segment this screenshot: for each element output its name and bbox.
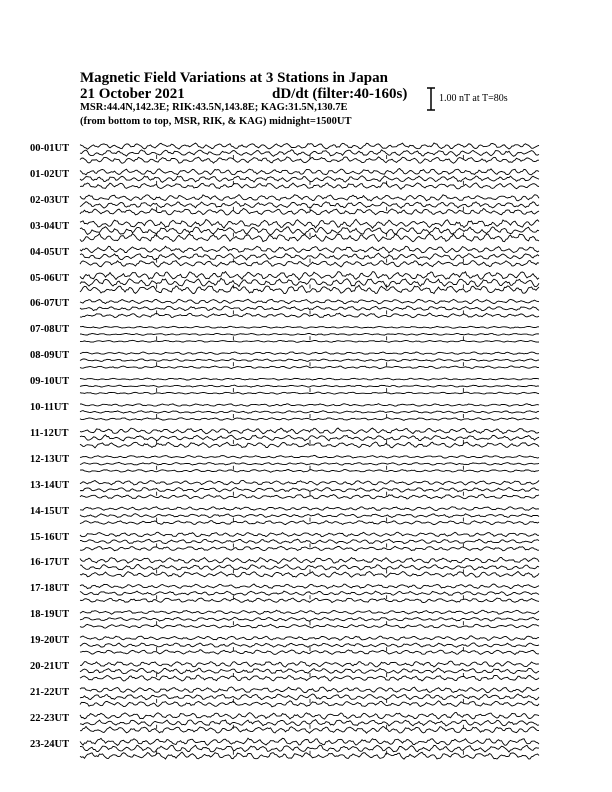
trace-kag [80,143,539,149]
trace-kag [80,455,539,458]
trace-kag [80,428,539,434]
row-label: 01-02UT [30,168,70,180]
row-label: 05-06UT [30,272,70,284]
row-label: 00-01UT [30,143,70,154]
trace-msr [80,624,539,628]
station-order-note: (from bottom to top, MSR, RIK, & KAG) midnight=1500UT [80,116,352,127]
trace-kag [80,480,539,485]
trace-kag [80,738,539,745]
trace-kag [80,661,539,667]
row-label: 19-20UT [30,635,70,647]
trace-rik [80,150,539,157]
trace-kag [80,195,539,201]
row-label: 18-19UT [30,609,70,621]
row-label: 06-07UT [30,298,70,310]
trace-msr [80,752,539,759]
trace-kag [80,636,539,641]
trace-rik [80,720,539,726]
row-label: 13-14UT [30,479,70,491]
trace-msr [80,418,539,421]
trace-kag [80,299,539,303]
trace-msr [80,285,539,293]
trace-kag [80,584,539,589]
trace-kag [80,507,539,511]
trace-kag [80,378,539,380]
trace-kag [80,246,539,253]
row-label: 04-05UT [30,246,70,258]
row-label: 16-17UT [30,557,70,569]
row-label: 12-13UT [30,453,70,465]
trace-msr [80,494,539,499]
trace-rik [80,488,539,492]
trace-msr [80,726,539,733]
trace-msr [80,261,539,268]
row-label: 22-23UT [30,712,70,724]
trace-rik [80,745,539,752]
trace-msr [80,366,539,369]
trace-rik [80,385,539,387]
trace-rik [80,333,539,335]
trace-kag [80,326,539,328]
trace-rik [80,462,539,465]
trace-rik [80,411,539,414]
trace-rik [80,694,539,700]
trace-msr [80,442,539,448]
trace-kag [80,713,539,720]
trace-msr [80,234,539,242]
trace-msr [80,392,539,394]
trace-rik [80,668,539,674]
trace-msr [80,157,539,163]
chart-date: 21 October 2021 [80,86,185,102]
trace-rik [80,539,539,543]
minute-grid [157,155,464,755]
chart-quantity: dD/dt (filter:40-160s) [272,86,408,102]
trace-kag [80,404,539,407]
trace-kag [80,687,539,693]
scale-bar-label: 1.00 nT at T=80s [439,93,508,104]
trace-msr [80,546,539,551]
row-label: 09-10UT [30,376,70,388]
trace-msr [80,598,539,602]
trace-rik [80,306,539,311]
trace-rik [80,617,539,621]
chart-title: Magnetic Field Variations at 3 Stations in Japan [80,70,388,86]
row-label: 10-11UT [30,402,69,413]
trace-msr [80,675,539,681]
trace-rik [80,565,539,571]
row-label: 02-03UT [30,194,70,206]
trace-kag [80,532,539,537]
row-label: 15-16UT [30,531,70,543]
trace-kag [80,272,539,280]
row-label: 23-24UT [30,738,70,750]
row-label: 07-08UT [30,324,70,336]
trace-msr [80,701,539,707]
row-label: 11-12UT [30,427,69,439]
trace-msr [80,521,539,525]
station-coordinates: MSR:44.4N,142.3E; RIK:43.5N,143.8E; KAG:31.5N,130.7E [80,102,348,113]
trace-rik [80,253,539,260]
trace-rik [80,227,539,235]
trace-msr [80,470,539,473]
trace-kag [80,610,539,614]
trace-msr [80,209,539,216]
trace-rik [80,359,539,362]
trace-msr [80,183,539,189]
trace-rik [80,591,539,596]
row-label: 17-18UT [30,583,70,595]
trace-rik [80,176,539,183]
trace-rik [80,643,539,648]
trace-msr [80,340,539,342]
trace-kag [80,558,539,564]
trace-msr [80,313,539,318]
trace-msr [80,650,539,655]
row-label: 08-09UT [30,350,70,362]
trace-msr [80,572,539,578]
trace-rik [80,435,539,441]
row-label: 03-04UT [30,220,70,232]
traces [80,143,539,759]
row-label: 21-22UT [30,686,70,698]
trace-kag [80,352,539,354]
trace-rik [80,202,539,209]
row-label: 20-21UT [30,661,70,672]
row-label: 14-15UT [30,505,70,517]
trace-kag [80,169,539,175]
trace-rik [80,514,539,518]
